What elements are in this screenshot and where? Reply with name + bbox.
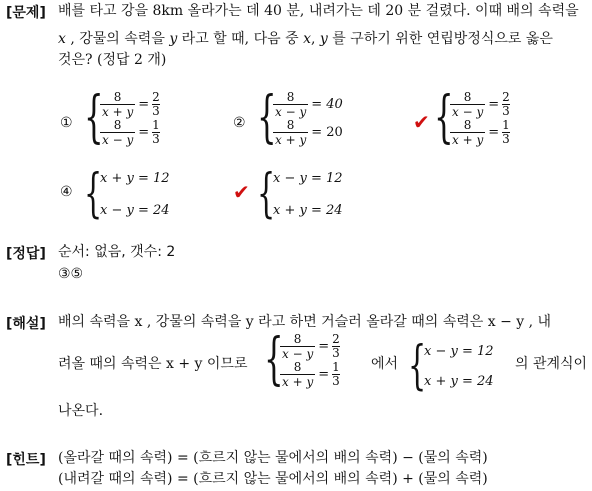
explanation-system-2: { x − y = 12 x + y = 24 xyxy=(408,336,494,396)
explanation-line-2a: 려올 때의 속력은 x + y 이므로 xyxy=(58,356,248,372)
explanation-system-1: { $\frac{8}{x - y}$ = $\frac{2}{3}$ $\frac{8}{x + y}$ = $\frac{1}{3}$ xyxy=(264,327,340,392)
option-2-number: ② xyxy=(233,115,246,131)
option-3-system: { $\frac{8}{x - y}$ = $\frac{2}{3}$ $\frac{8}{x + y}$ = $\frac{1}{3}$ xyxy=(434,85,510,150)
check-mark-icon: ✔ xyxy=(413,110,430,134)
hint-line-2: (내려갈 때의 속력) = (흐르지 않는 물에서의 배의 속력) + (물의 속력) xyxy=(58,471,488,487)
problem-tag: [문제] xyxy=(6,5,46,21)
option-1-number: ① xyxy=(60,115,73,131)
option-2-system: { $\frac{8}{x - y}$ = 40 $\frac{8}{x + y}$ = 20 xyxy=(257,85,343,150)
explanation-tag: [해설] xyxy=(6,316,46,332)
check-mark-icon: ✔ xyxy=(233,180,250,204)
answer-line-2: ③⑤ xyxy=(58,266,84,282)
option-1-system: { $\frac{8}{x + y}$ = $\frac{2}{3}$ $\frac{8}{x - y}$ = $\frac{1}{3}$ xyxy=(84,85,160,150)
explanation-line-3: 나온다. xyxy=(58,403,104,419)
problem-line-1: 배를 타고 강을 8km 올라가는 데 40 분, 내려가는 데 20 분 걸렸다. 이때 배의 속력을 xyxy=(58,3,579,19)
answer-tag: [정답] xyxy=(6,246,46,262)
option-4-system: { x + y = 12 x − y = 24 xyxy=(84,164,170,224)
option-4-number: ④ xyxy=(60,184,73,200)
explanation-line-1: 배의 속력을 x , 강물의 속력을 y 라고 하면 거슬러 올라갈 때의 속력은 x − y , 내 xyxy=(58,314,552,330)
problem-line-3: 것은? (정답 2 개) xyxy=(58,52,167,68)
option-5-system: { x − y = 12 x + y = 24 xyxy=(257,164,343,224)
explanation-mid: 에서 xyxy=(371,356,399,372)
hint-tag: [힌트] xyxy=(6,452,46,468)
hint-line-1: (올라갈 때의 속력) = (흐르지 않는 물에서의 배의 속력) − (물의 속력) xyxy=(58,450,488,466)
answer-line-1: 순서: 없음, 갯수: 2 xyxy=(58,244,176,260)
problem-line-2: x , 강물의 속력을 y 라고 할 때, 다음 중 x, y 를 구하기 위한 연립방정식으로 옳은 xyxy=(58,31,553,47)
explanation-line-2b: 의 관계식이 xyxy=(515,356,588,372)
